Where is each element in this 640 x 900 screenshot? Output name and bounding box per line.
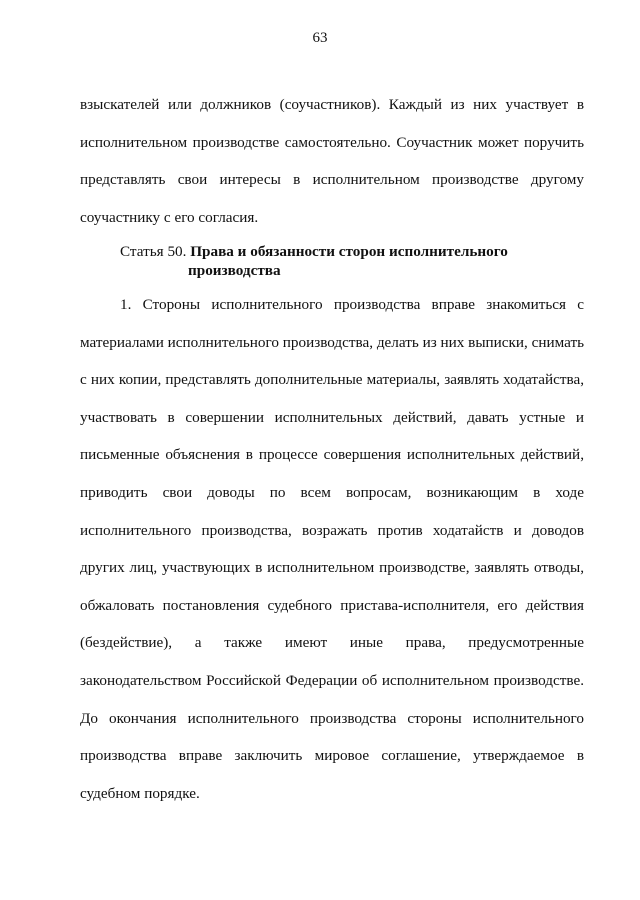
text-line: материалами исполнительного производства, делать из них выписки, снимать (80, 333, 584, 351)
text-line: судебном порядке. (80, 784, 200, 802)
text-line: 1. Стороны исполнительного производства вправе знакомиться с (120, 296, 584, 313)
text-line: законодательством Российской Федерации об исполнительном производстве. (80, 671, 584, 689)
text-line: исполнительном производстве самостоятельно. Соучастник может поручить (80, 133, 584, 151)
text-line: приводить свои доводы по всем вопросам, возникающим в ходе (80, 483, 584, 501)
text-line: других лиц, участвующих в исполнительном производстве, заявлять отводы, (80, 559, 584, 577)
text-line: обжаловать постановления судебного пристава-исполнителя, его действия (80, 596, 584, 614)
text-line: письменные объяснения в процессе совершения исполнительных действий, (80, 446, 584, 464)
text-line: участвовать в совершении исполнительных действий, давать устные и (80, 408, 584, 426)
text-line: взыскателей или должников (соучастников). Каждый из них участвует в (80, 96, 584, 113)
article-number: Статья 50. (120, 243, 187, 260)
text-line: (бездействие), а также имеют иные права, предусмотренные (80, 634, 584, 652)
text-line: исполнительного производства, возражать против ходатайств и доводов (80, 521, 584, 539)
article-title-line-1: Права и обязанности сторон исполнительного (190, 243, 508, 260)
page-number: 63 (312, 30, 328, 46)
article-heading (120, 242, 590, 280)
article-title-line-2: производства (188, 262, 281, 279)
continuation-paragraph (80, 86, 584, 236)
text-line: производства вправе заключить мировое соглашение, утверждаемое в (80, 747, 584, 765)
text-line: с них копии, представлять дополнительные материалы, заявлять ходатайства, (80, 371, 584, 389)
text-line: соучастнику с его согласия. (80, 208, 259, 226)
main-paragraph (80, 286, 584, 812)
text-line: представлять свои интересы в исполнительном производстве другому (80, 171, 584, 189)
text-line: До окончания исполнительного производства стороны исполнительного (80, 709, 584, 727)
